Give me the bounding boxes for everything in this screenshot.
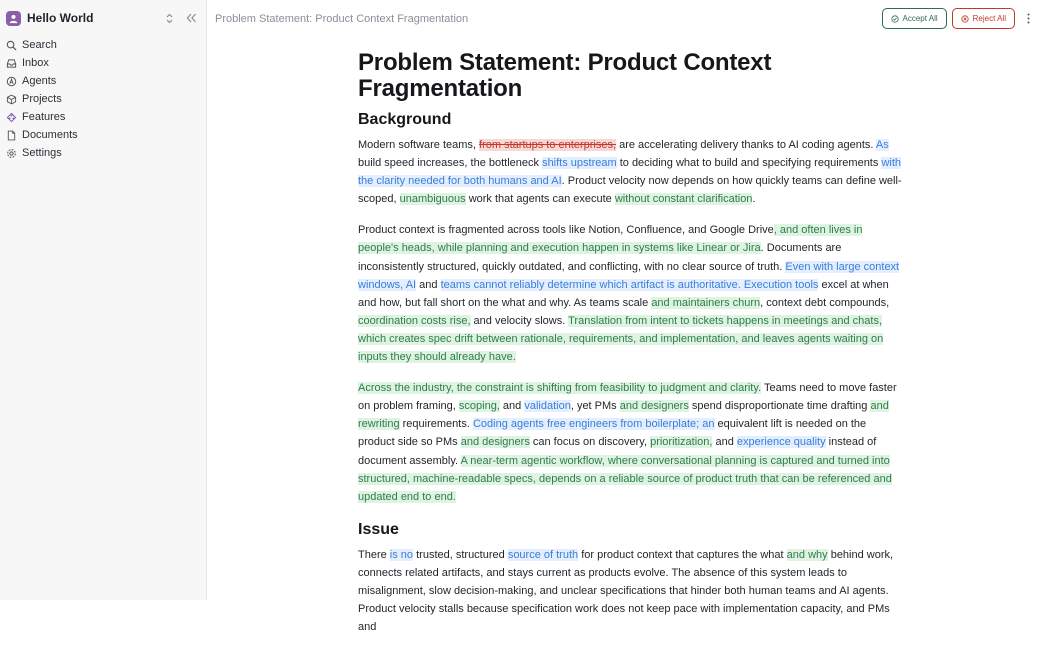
sidebar-item-inbox[interactable] <box>0 54 206 72</box>
top-bar <box>207 0 1047 37</box>
inserted-text[interactable]: prioritization, <box>650 436 713 449</box>
text-run: and <box>712 436 737 449</box>
text-run: and <box>499 400 525 413</box>
inserted-text[interactable]: scoping, <box>458 400 500 413</box>
collapse-sidebar-icon[interactable] <box>182 9 200 27</box>
text-run: and <box>416 278 441 291</box>
modified-text[interactable]: Even with large context windows, AI <box>358 260 900 291</box>
sidebar-item-settings[interactable] <box>0 144 206 162</box>
settings-icon <box>6 148 17 159</box>
text-run: can focus on discovery, <box>529 436 651 449</box>
document-title: Problem Statement: Product Context Fragmentation <box>358 49 772 102</box>
workspace-name: Hello World <box>27 11 94 25</box>
inserted-text[interactable]: unambiguous <box>399 193 466 206</box>
documents-icon <box>6 130 17 141</box>
text-run: Modern software teams, <box>358 139 480 151</box>
text-run: build speed increases, the bottleneck <box>358 157 543 170</box>
text-run: , yet PMs <box>570 400 620 413</box>
modified-text[interactable]: Coding agents free engineers from boilerplate; an <box>472 418 715 431</box>
sidebar-nav <box>0 36 206 162</box>
paragraph <box>358 379 903 506</box>
modified-text[interactable]: As <box>875 139 889 151</box>
inserted-text[interactable]: coordination costs rise, <box>358 314 471 327</box>
sidebar-item-search[interactable] <box>0 36 206 54</box>
modified-text[interactable]: experience quality <box>736 436 826 449</box>
inserted-text[interactable]: and why <box>786 548 828 561</box>
sidebar-item-label: Documents <box>22 129 78 141</box>
section-heading-background: Background <box>358 111 452 128</box>
features-icon <box>6 112 17 123</box>
sidebar-item-label: Features <box>22 111 66 123</box>
text-run: and velocity slows. <box>470 314 569 327</box>
text-run: instead of document assembly. <box>358 436 877 467</box>
text-run: There <box>358 548 390 561</box>
inserted-text[interactable]: A near-term agentic workflow, where conversational planning is captured and turned into structured, machine-readable specs, depends on a reliable source of product truth that can be referenced and updated end to end. <box>358 454 892 503</box>
modified-text[interactable]: teams cannot reliably determine which artifact is authoritative. Execution tools <box>440 278 819 291</box>
inserted-text[interactable]: , and often lives in people's heads, while planning and execution happen in systems like Linear or Jira <box>358 224 863 255</box>
modified-text[interactable]: is no <box>389 548 414 561</box>
inserted-text[interactable]: Across the industry, the constraint is shifting from feasibility to judgment and clarity. <box>358 382 762 395</box>
reject-all-button[interactable] <box>952 8 1015 29</box>
paragraph <box>358 136 903 208</box>
sidebar-item-label: Projects <box>22 93 62 105</box>
sidebar-item-label: Settings <box>22 147 62 159</box>
reject-all-label: Reject All <box>972 14 1006 23</box>
document-body[interactable] <box>358 50 903 649</box>
inserted-text[interactable]: Translation from intent to tickets happens in meetings and chats, which creates spec drift between rationale, requirements, and implementation, and leaves agents waiting on inputs they should already have. <box>358 314 884 364</box>
sidebar-item-label: Search <box>22 39 57 51</box>
deleted-text[interactable]: from startups to enterprises, <box>479 139 617 151</box>
modified-text[interactable]: source of truth <box>507 548 579 561</box>
sidebar-item-projects[interactable] <box>0 90 206 108</box>
sidebar-item-features[interactable] <box>0 108 206 126</box>
paragraph <box>358 221 903 366</box>
inserted-text[interactable]: and maintainers churn <box>651 296 761 309</box>
text-run: are accelerating delivery thanks to AI coding agents. <box>616 139 876 151</box>
text-run: behind work, connects related artifacts, and stays current as products evolve. The absence of this system leads to misalignment, slow decision-making, and unclear specifications that hinder both human teams and AI agents. Product velocity stalls because specification work does not keep pace with implementation capacity, and PMs and <box>358 548 894 634</box>
sidebar-item-label: Inbox <box>22 57 49 69</box>
modified-text[interactable]: validation <box>524 400 571 413</box>
workspace-avatar-icon <box>6 11 21 26</box>
text-run: work that agents can execute <box>465 193 615 206</box>
workspace-switcher[interactable] <box>0 0 206 36</box>
text-run: . Documents are inconsistently structured, quickly outdated, and conflicting, with no clear source of truth. <box>358 242 842 273</box>
text-run: Product context is fragmented across tools like Notion, Confluence, and Google Drive <box>358 224 774 237</box>
modified-text[interactable]: with the clarity needed for both humans and AI <box>358 157 901 188</box>
text-run: excel at when and how, but fall short on the what and why. As teams scale <box>358 278 889 309</box>
more-options-icon[interactable] <box>1021 9 1035 29</box>
search-icon <box>6 40 17 51</box>
text-run: requirements. <box>399 418 473 431</box>
sidebar-item-agents[interactable] <box>0 72 206 90</box>
agents-icon <box>6 76 17 87</box>
text-run: trusted, structured <box>413 548 508 561</box>
x-circle-icon <box>961 15 969 23</box>
inserted-text[interactable]: and rewriting <box>358 400 889 431</box>
accept-all-button[interactable] <box>882 8 947 29</box>
inserted-text[interactable]: without constant clarification <box>614 193 753 206</box>
chevron-updown-icon[interactable] <box>160 9 178 27</box>
breadcrumb[interactable]: Problem Statement: Product Context Fragmentation <box>215 12 469 25</box>
inbox-icon <box>6 58 17 69</box>
text-run: to deciding what to build and specifying requirements <box>616 157 882 170</box>
text-run: spend disproportionate time drafting <box>688 400 871 413</box>
sidebar <box>0 0 207 600</box>
projects-icon <box>6 94 17 105</box>
paragraph <box>358 546 903 636</box>
check-circle-icon <box>891 15 899 23</box>
accept-all-label: Accept All <box>902 14 938 23</box>
text-run: Teams need to move faster on problem framing, <box>358 382 897 413</box>
text-run: for product context that captures the what <box>578 548 787 561</box>
main-content <box>207 0 1047 634</box>
text-run: . Product velocity now depends on how quickly teams can define well-scoped, <box>358 175 902 206</box>
inserted-text[interactable]: and designers <box>460 436 530 449</box>
modified-text[interactable]: shifts upstream <box>542 157 617 170</box>
inserted-text[interactable]: and designers <box>619 400 689 413</box>
text-run: , context debt compounds, <box>760 296 890 309</box>
section-heading-issue: Issue <box>358 520 399 538</box>
sidebar-item-label: Agents <box>22 75 57 87</box>
text-run: . <box>752 193 756 206</box>
text-run: equivalent lift is needed on the product side so PMs <box>358 418 867 449</box>
sidebar-item-documents[interactable] <box>0 126 206 144</box>
